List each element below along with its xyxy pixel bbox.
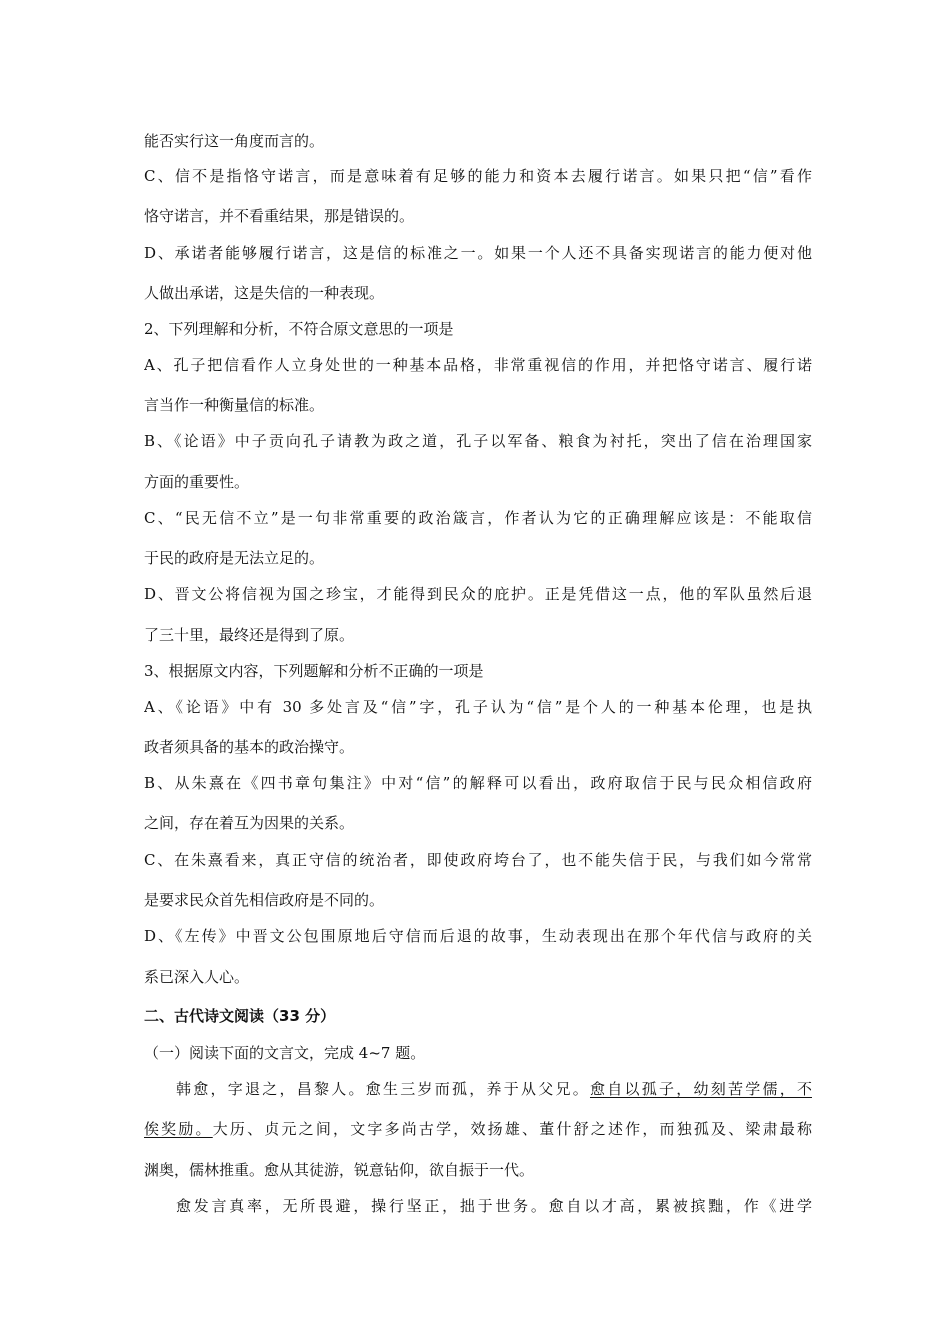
sub-heading: （一）阅读下面的文言文，完成 4~7 题。 <box>144 1044 426 1062</box>
option-c-line-2: 恪守诺言，并不看重结果，那是错误的。 <box>144 207 415 225</box>
text-line: 能否实行这一角度而言的。 <box>144 132 325 150</box>
q2-option-c-line-2: 于民的政府是无法立足的。 <box>144 549 325 567</box>
passage-line-1 <box>176 1079 812 1099</box>
q3-option-d-line-1: D、《左传》中晋文公包围原地后守信而后退的故事，生动表现出在那个年代信与政府的关 <box>144 927 812 945</box>
passage-line-2 <box>144 1119 812 1139</box>
passage-text: 韩愈，字退之，昌黎人。愈生三岁而孤，养于从父兄。 <box>176 1080 590 1098</box>
option-d-line-1: D、承诺者能够履行诺言，这是信的标准之一。如果一个人还不具备实现诺言的能力便对他 <box>144 244 812 262</box>
underlined-sentence-end: 俟奖励。 <box>144 1120 213 1138</box>
q2-option-d-line-1: D、晋文公将信视为国之珍宝，才能得到民众的庇护。正是凭借这一点，他的军队虽然后退 <box>144 585 812 603</box>
q2-option-a-line-1: A、孔子把信看作人立身处世的一种基本品格，非常重视信的作用，并把恪守诺言、履行诺 <box>144 356 812 374</box>
section-heading: 二、古代诗文阅读（33 分） <box>144 1007 336 1025</box>
q2-option-a-line-2: 言当作一种衡量信的标准。 <box>144 396 325 414</box>
q3-option-a-line-2: 政者须具备的基本的政治操守。 <box>144 738 355 756</box>
passage-line-3: 渊奥，儒林推重。愈从其徒游，锐意钻仰，欲自振于一代。 <box>144 1161 535 1179</box>
q3-option-d-line-2: 系已深入人心。 <box>144 968 250 986</box>
passage-line-4: 愈发言真率，无所畏避，操行坚正，拙于世务。愈自以才高，累被摈黜，作《进学 <box>176 1197 812 1215</box>
question-2: 2、下列理解和分析，不符合原文意思的一项是 <box>144 320 454 338</box>
option-c-line-1: C、信不是指恪守诺言，而是意味着有足够的能力和资本去履行诺言。如果只把“信”看作 <box>144 167 812 185</box>
q2-option-b-line-2: 方面的重要性。 <box>144 473 250 491</box>
q2-option-c-line-1: C、“民无信不立”是一句非常重要的政治箴言，作者认为它的正确理解应该是：不能取信 <box>144 509 812 527</box>
q3-option-c-line-1: C、在朱熹看来，真正守信的统治者，即使政府垮台了，也不能失信于民，与我们如今常常 <box>144 851 812 869</box>
passage-text: 大历、贞元之间，文字多尚古学，效扬雄、董什舒之述作，而独孤及、梁肃最称 <box>212 1120 812 1138</box>
q3-option-b-line-2: 之间，存在着互为因果的关系。 <box>144 814 355 832</box>
q3-option-c-line-2: 是要求民众首先相信政府是不同的。 <box>144 891 385 909</box>
q2-option-d-line-2: 了三十里，最终还是得到了原。 <box>144 626 355 644</box>
option-d-line-2: 人做出承诺，这是失信的一种表现。 <box>144 284 385 302</box>
q3-option-b-line-1: B、从朱熹在《四书章句集注》中对“信”的解释可以看出，政府取信于民与民众相信政府 <box>144 774 812 792</box>
question-3: 3、根据原文内容，下列题解和分析不正确的一项是 <box>144 662 484 680</box>
q2-option-b-line-1: B、《论语》中子贡向孔子请教为政之道，孔子以军备、粮食为衬托，突出了信在治理国家 <box>144 432 812 450</box>
underlined-sentence: 愈自以孤子，幼刻苦学儒，不 <box>589 1080 812 1098</box>
q3-option-a-line-1: A、《论语》中有 30 多处言及“信”字，孔子认为“信”是个人的一种基本伦理，也是执 <box>144 698 812 716</box>
